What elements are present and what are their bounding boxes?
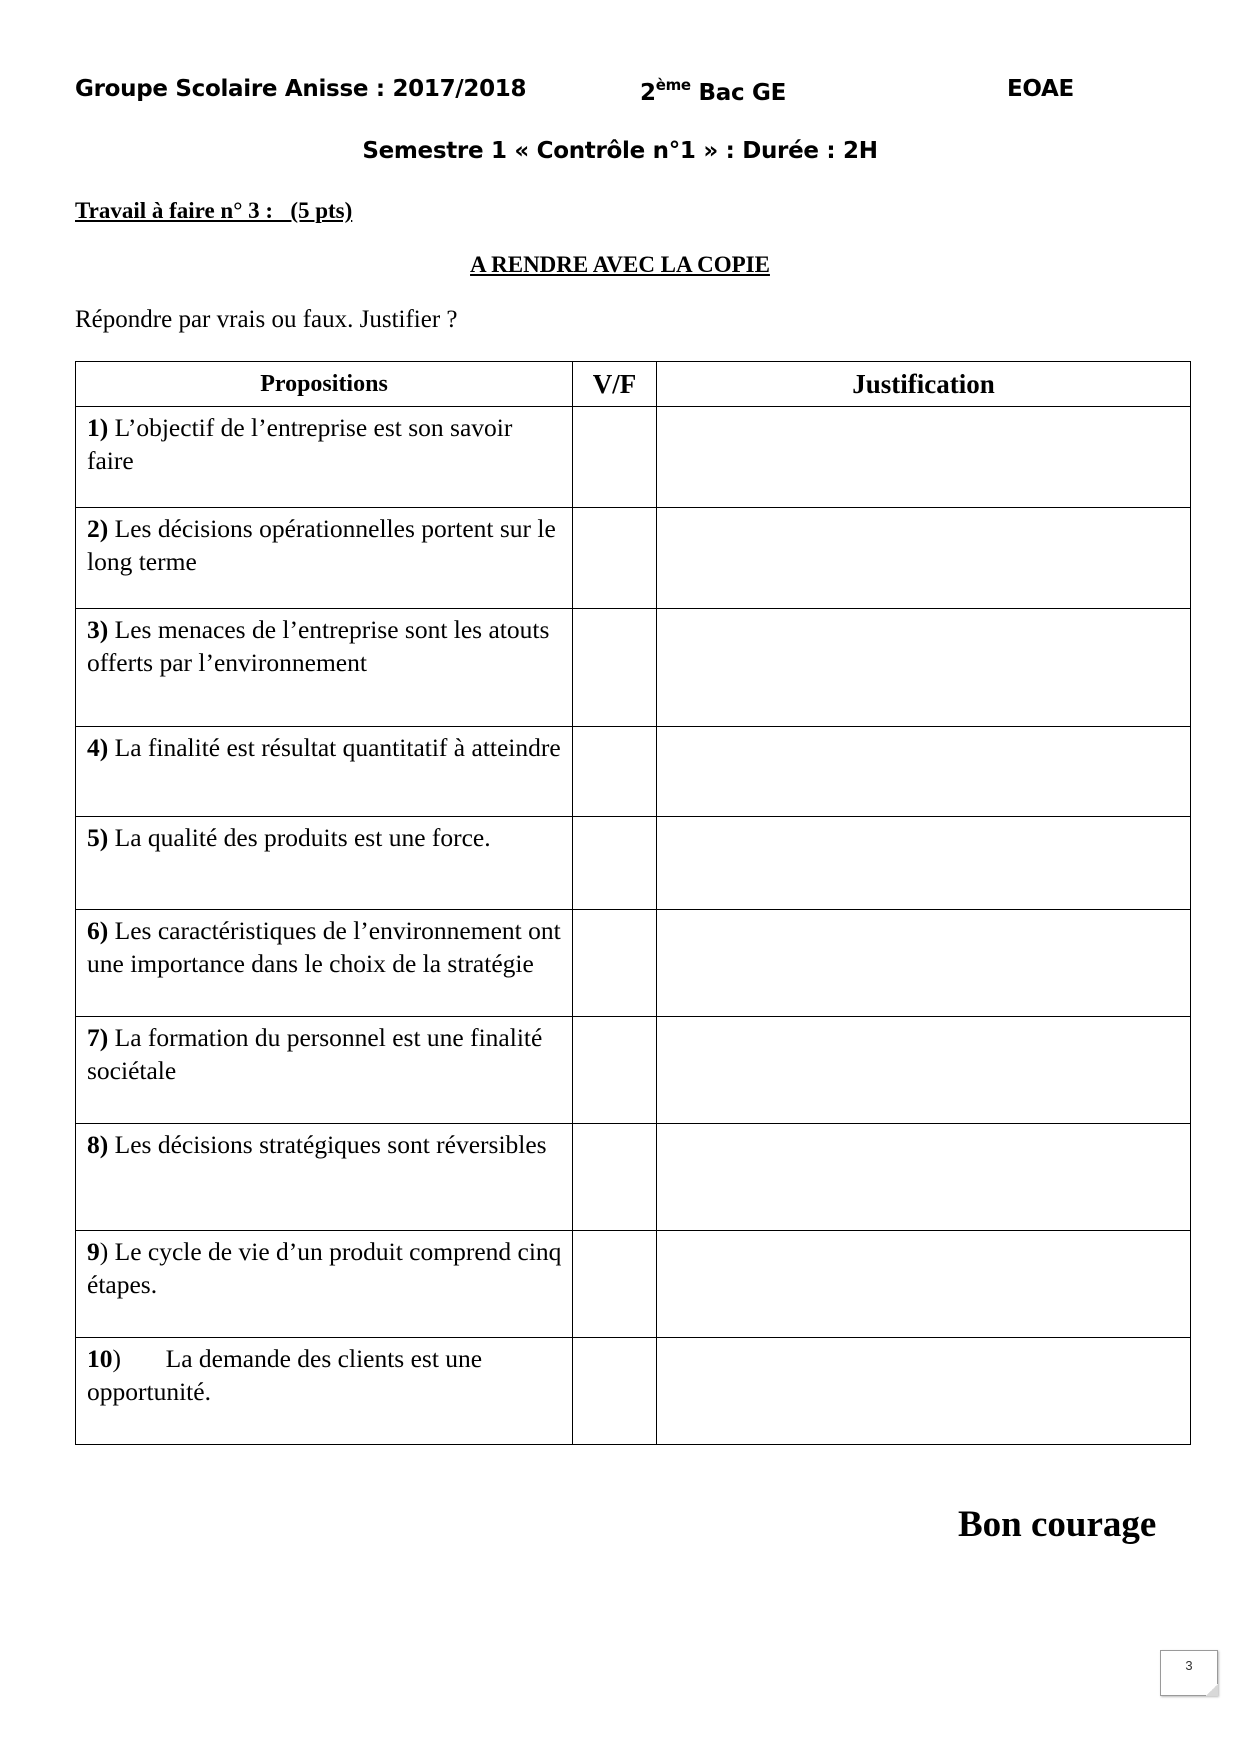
proposition-number: 8) — [87, 1130, 109, 1159]
instruction: Répondre par vrais ou faux. Justifier ? — [75, 306, 458, 333]
return-note: A RENDRE AVEC LA COPIE — [470, 252, 770, 277]
header-vf: V/F — [573, 362, 657, 407]
table-row — [76, 910, 1191, 1017]
vf-cell[interactable] — [573, 1231, 657, 1338]
proposition-number: 4) — [87, 733, 109, 762]
proposition-number: 7) — [87, 1023, 109, 1052]
table-row — [76, 727, 1191, 817]
vf-cell[interactable] — [573, 817, 657, 910]
proposition-text: Les décisions opérationnelles portent sur le long terme — [87, 514, 556, 576]
proposition-cell — [76, 508, 573, 609]
proposition-number: 6) — [87, 916, 109, 945]
page-number: 3 — [1160, 1650, 1218, 1696]
vf-cell[interactable] — [573, 508, 657, 609]
proposition-text: Les menaces de l’entreprise sont les atouts offerts par l’environnement — [87, 615, 550, 677]
justification-cell[interactable] — [657, 1338, 1191, 1445]
table-row — [76, 508, 1191, 609]
table-row — [76, 609, 1191, 727]
table-row — [76, 1338, 1191, 1445]
table-row — [76, 407, 1191, 508]
header-justification: Justification — [657, 362, 1191, 407]
proposition-text: Les caractéristiques de l’environnement ont une importance dans le choix de la stratégie — [87, 916, 561, 978]
proposition-text: La qualité des produits est une force. — [108, 823, 491, 852]
proposition-cell — [76, 727, 573, 817]
semester-title: Semestre 1 « Contrôle n°1 » : Durée : 2H — [362, 138, 878, 164]
proposition-text: Les décisions stratégiques sont réversibles — [108, 1130, 547, 1159]
proposition-cell — [76, 407, 573, 508]
proposition-cell — [76, 817, 573, 910]
task-title: Travail à faire n° 3 : (5 pts) — [75, 198, 353, 223]
proposition-number: 9 — [87, 1237, 100, 1266]
proposition-cell — [76, 1338, 573, 1445]
table-header-row — [76, 362, 1191, 407]
class-level — [640, 76, 786, 106]
vf-cell[interactable] — [573, 1124, 657, 1231]
proposition-cell — [76, 1017, 573, 1124]
class-level-sup: ème — [655, 76, 691, 94]
proposition-text: La finalité est résultat quantitatif à atteindre — [108, 733, 561, 762]
vf-cell[interactable] — [573, 910, 657, 1017]
proposition-cell — [76, 1124, 573, 1231]
justification-cell[interactable] — [657, 609, 1191, 727]
table-row — [76, 817, 1191, 910]
proposition-number: 5) — [87, 823, 109, 852]
proposition-cell — [76, 1231, 573, 1338]
vf-cell[interactable] — [573, 727, 657, 817]
vf-cell[interactable] — [573, 407, 657, 508]
proposition-text: L’objectif de l’entreprise est son savoir faire — [87, 413, 513, 475]
class-level-rest: Bac GE — [690, 80, 786, 106]
closing-text: Bon courage — [958, 1504, 1157, 1545]
school-year: Groupe Scolaire Anisse : 2017/2018 — [75, 76, 527, 102]
vf-cell[interactable] — [573, 1338, 657, 1445]
vf-cell[interactable] — [573, 1017, 657, 1124]
proposition-cell — [76, 609, 573, 727]
justification-cell[interactable] — [657, 727, 1191, 817]
vf-cell[interactable] — [573, 609, 657, 727]
justification-cell[interactable] — [657, 1017, 1191, 1124]
proposition-number: 3) — [87, 615, 109, 644]
proposition-number: 2) — [87, 514, 109, 543]
class-level-num: 2 — [640, 80, 656, 106]
proposition-text: La formation du personnel est une finalité sociétale — [87, 1023, 543, 1085]
justification-cell[interactable] — [657, 1124, 1191, 1231]
proposition-cell — [76, 910, 573, 1017]
subject: EOAE — [1007, 76, 1074, 102]
table-row — [76, 1017, 1191, 1124]
justification-cell[interactable] — [657, 407, 1191, 508]
proposition-number: 10 — [87, 1344, 113, 1373]
justification-cell[interactable] — [657, 508, 1191, 609]
table-row — [76, 1124, 1191, 1231]
table-row — [76, 1231, 1191, 1338]
justification-cell[interactable] — [657, 910, 1191, 1017]
justification-cell[interactable] — [657, 817, 1191, 910]
justification-cell[interactable] — [657, 1231, 1191, 1338]
proposition-text: ) Le cycle de vie d’un produit comprend cinq étapes. — [87, 1237, 562, 1299]
answer-table — [75, 361, 1191, 1445]
proposition-text: ) La demande des clients est une opportunité. — [87, 1344, 489, 1406]
header-propositions: Propositions — [76, 362, 573, 407]
proposition-number: 1) — [87, 413, 109, 442]
